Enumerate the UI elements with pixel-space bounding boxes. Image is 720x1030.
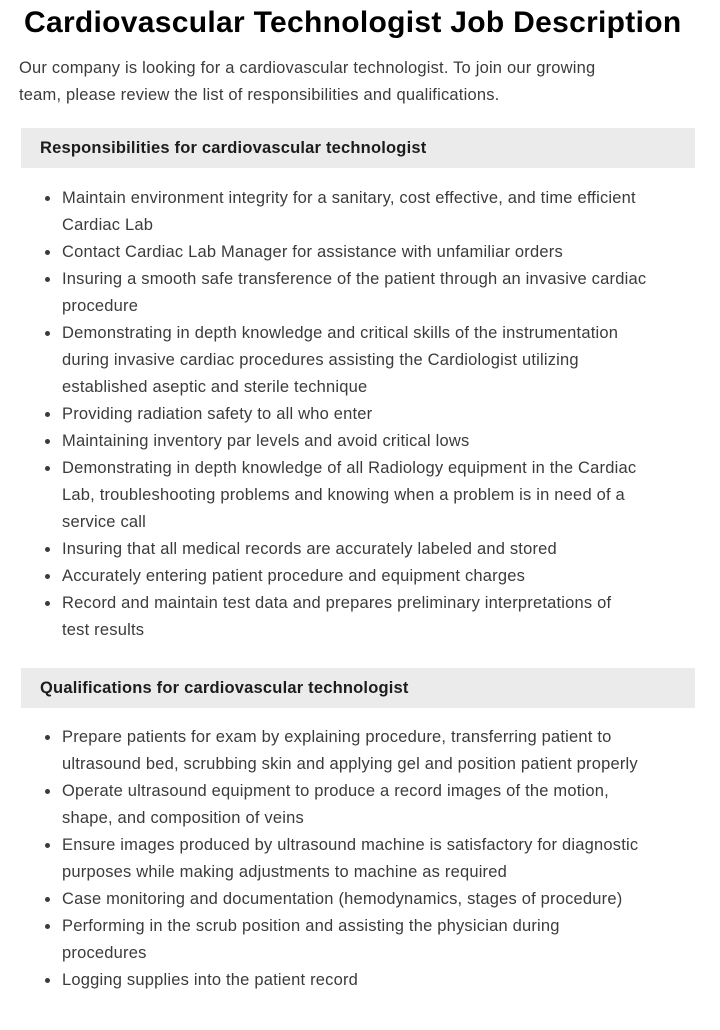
qualifications-section [0, 668, 720, 994]
responsibilities-heading [21, 128, 695, 168]
list-item: Case monitoring and documentation (hemodynamics, stages of procedure) [62, 886, 666, 913]
qualifications-heading-label: Qualifications for cardiovascular technologist [40, 678, 409, 697]
responsibilities-heading-label: Responsibilities for cardiovascular technologist [40, 138, 427, 157]
list-item: Ensure images produced by ultrasound machine is satisfactory for diagnostic purposes while making adjustments to machine as required [62, 832, 666, 886]
list-item: Insuring that all medical records are accurately labeled and stored [62, 536, 666, 563]
list-item: Providing radiation safety to all who enter [62, 401, 666, 428]
list-item: Contact Cardiac Lab Manager for assistance with unfamiliar orders [62, 239, 666, 266]
list-item: Record and maintain test data and prepares preliminary interpretations of test results [62, 590, 618, 644]
list-item: Accurately entering patient procedure and equipment charges [62, 563, 666, 590]
qualifications-heading [21, 668, 695, 708]
list-item: Prepare patients for exam by explaining procedure, transferring patient to ultrasound bed, scrubbing skin and applying gel and position patient properly [62, 724, 666, 778]
qualifications-list [0, 724, 720, 994]
list-item: Maintaining inventory par levels and avoid critical lows [62, 428, 666, 455]
list-item: Logging supplies into the patient record [62, 967, 666, 994]
responsibilities-section [0, 128, 720, 644]
intro-paragraph: Our company is looking for a cardiovascular technologist. To join our growing team, please review the list of responsibilities and qualifications. [19, 59, 596, 104]
responsibilities-list [0, 185, 720, 644]
list-item: Operate ultrasound equipment to produce a record images of the motion, shape, and composition of veins [62, 778, 652, 832]
list-item: Demonstrating in depth knowledge of all Radiology equipment in the Cardiac Lab, troubleshooting problems and knowing when a problem is in need of a service call [62, 455, 657, 536]
page-title: Cardiovascular Technologist Job Description [24, 6, 682, 39]
list-item: Performing in the scrub position and assisting the physician during procedures [62, 913, 622, 967]
list-item: Demonstrating in depth knowledge and critical skills of the instrumentation during invasive cardiac procedures assisting the Cardiologist utilizing established aseptic and sterile technique [62, 320, 652, 401]
list-item: Maintain environment integrity for a sanitary, cost effective, and time efficient Cardiac Lab [62, 185, 666, 239]
list-item: Insuring a smooth safe transference of the patient through an invasive cardiac procedure [62, 266, 666, 320]
